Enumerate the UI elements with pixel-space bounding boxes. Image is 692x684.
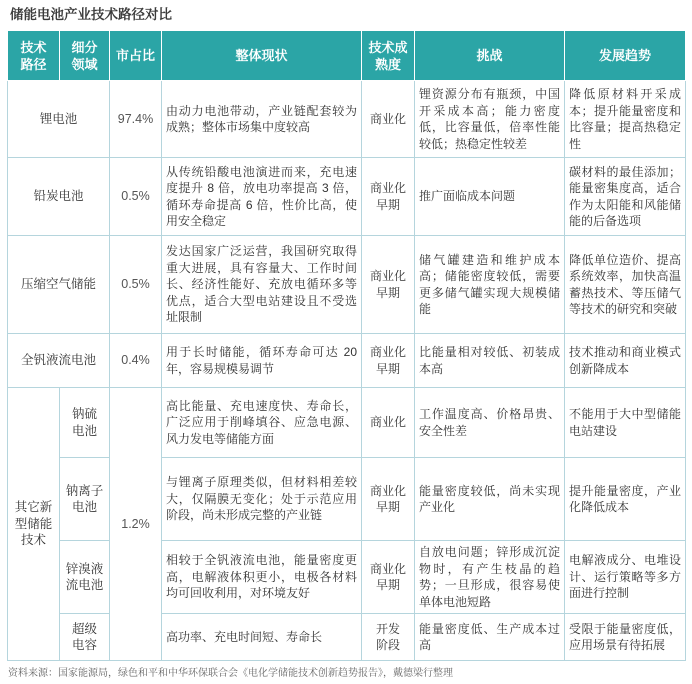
cell-status: 高功率、充电时间短、寿命长 — [162, 614, 362, 661]
tech-path-table — [7, 30, 686, 661]
header-row — [8, 31, 686, 81]
cell-trend: 技术推动和商业模式创新降成本 — [565, 334, 686, 388]
cell-status: 从传统铅酸电池演进而来，充电速度提升 8 倍，放电功率提高 3 倍，循环寿命提高 6 倍，性价比高，使用安全稳定 — [162, 158, 362, 236]
cell-share: 0.5% — [110, 236, 162, 334]
cell-segment: 钠离子 电池 — [60, 458, 110, 541]
cell-path: 锂电池 — [8, 81, 110, 158]
cell-maturity: 商业化 早期 — [362, 158, 415, 236]
cell-maturity: 商业化 — [362, 81, 415, 158]
cell-maturity: 开发 阶段 — [362, 614, 415, 661]
table-row — [8, 458, 686, 541]
cell-challenge: 比能量相对较低、初装成本高 — [415, 334, 565, 388]
cell-status: 高比能量、充电速度快、寿命长，广泛应用于削峰填谷、应急电源、风力发电等储能方面 — [162, 388, 362, 458]
cell-challenge: 自放电问题；锌形成沉淀物时，有产生枝晶的趋势；一旦形成，很容易使单体电池短路 — [415, 541, 565, 614]
cell-status: 用于长时储能，循环寿命可达 20 年，容易规模易调节 — [162, 334, 362, 388]
cell-share: 0.4% — [110, 334, 162, 388]
cell-challenge: 锂资源分布有瓶颈，中国开采成本高；能力密度低，比容量低，倍率性能较低；热稳定性较差 — [415, 81, 565, 158]
cell-share: 0.5% — [110, 158, 162, 236]
cell-segment: 钠硫 电池 — [60, 388, 110, 458]
cell-share: 97.4% — [110, 81, 162, 158]
table-row — [8, 334, 686, 388]
cell-maturity: 商业化 早期 — [362, 541, 415, 614]
cell-status: 与锂离子原理类似，但材料相差较大，仅隔膜无变化；处于示范应用阶段，尚未形成完整的产业链 — [162, 458, 362, 541]
table-row — [8, 81, 686, 158]
table-row — [8, 158, 686, 236]
cell-maturity: 商业化 早期 — [362, 458, 415, 541]
header-segment: 细分 领域 — [60, 31, 110, 81]
table-row — [8, 541, 686, 614]
cell-trend: 不能用于大中型储能电站建设 — [565, 388, 686, 458]
cell-segment: 锌溴液 流电池 — [60, 541, 110, 614]
cell-share-group: 1.2% — [110, 388, 162, 661]
cell-status: 由动力电池带动，产业链配套较为成熟；整体市场集中度较高 — [162, 81, 362, 158]
cell-trend: 受限于能量密度低，应用场景有待拓展 — [565, 614, 686, 661]
cell-challenge: 推广面临成本问题 — [415, 158, 565, 236]
cell-maturity: 商业化 早期 — [362, 334, 415, 388]
page-title: 储能电池产业技术路径对比 — [10, 7, 172, 22]
header-path: 技术 路径 — [8, 31, 60, 81]
table-row — [8, 236, 686, 334]
table-row — [8, 388, 686, 458]
cell-challenge: 能量密度低、生产成本过高 — [415, 614, 565, 661]
cell-status: 相较于全钒液流电池，能量密度更高，电解液体积更小，电极各材料均可回收利用，对环境友好 — [162, 541, 362, 614]
cell-path: 全钒液流电池 — [8, 334, 110, 388]
cell-trend: 降低原材料开采成本；提升能量密度和比容量；提高热稳定性 — [565, 81, 686, 158]
cell-challenge: 工作温度高、价格昂贵、安全性差 — [415, 388, 565, 458]
header-status: 整体现状 — [162, 31, 362, 81]
cell-trend: 碳材料的最佳添加；能量密集度高，适合作为太阳能和风能储能的后备选项 — [565, 158, 686, 236]
cell-trend: 提升能量密度，产业化降低成本 — [565, 458, 686, 541]
header-challenge: 挑战 — [415, 31, 565, 81]
cell-maturity: 商业化 — [362, 388, 415, 458]
cell-trend: 降低单位造价、提高系统效率，加快高温蓄热技术、等压储气等技术的研究和突破 — [565, 236, 686, 334]
header-share: 市占比 — [110, 31, 162, 81]
cell-trend: 电解液成分、电堆设计、运行策略等多方面进行控制 — [565, 541, 686, 614]
header-trend: 发展趋势 — [565, 31, 686, 81]
cell-challenge: 能量密度较低，尚未实现产业化 — [415, 458, 565, 541]
header-maturity: 技术成 熟度 — [362, 31, 415, 81]
cell-path-group: 其它新 型储能 技术 — [8, 388, 60, 661]
source-note: 资料来源：国家能源局，绿色和平和中华环保联合会《电化学储能技术创新趋势报告》，戴德梁行整理 — [8, 668, 453, 679]
cell-challenge: 储气罐建造和维护成本高；储能密度较低，需要更多储气罐实现大规模储能 — [415, 236, 565, 334]
cell-segment: 超级 电容 — [60, 614, 110, 661]
cell-path: 压缩空气储能 — [8, 236, 110, 334]
cell-status: 发达国家广泛运营，我国研究取得重大进展，具有容量大、工作时间长、经济性能好、充放电循环多等优点，适合大型电站建设且不受选址限制 — [162, 236, 362, 334]
cell-path: 铅炭电池 — [8, 158, 110, 236]
cell-maturity: 商业化 早期 — [362, 236, 415, 334]
table-row — [8, 614, 686, 661]
